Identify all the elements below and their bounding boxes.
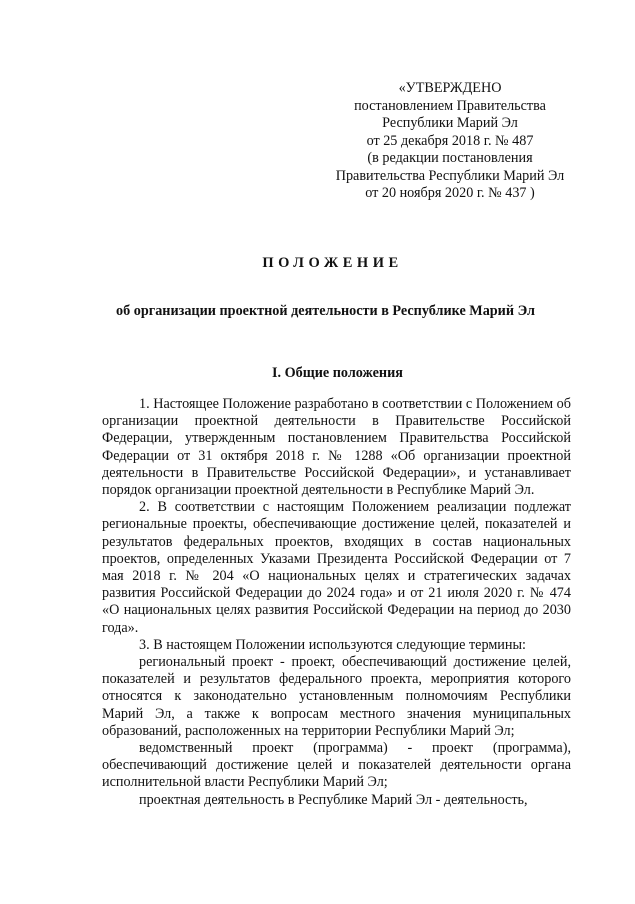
paragraph: проектная деятельность в Республике Марий Эл - деятельность,	[139, 791, 528, 808]
approval-line: Республики Марий Эл	[382, 115, 518, 131]
approval-line: (в редакции постановления	[367, 150, 533, 166]
approval-stamp-block	[315, 80, 585, 203]
paragraph: ведомственный проект (программа) - проект (программа), обеспечивающий достижение целей и показателей деятельности органа исполнительной власти Республики Марий Эл;	[102, 740, 571, 791]
section-heading: I. Общие положения	[272, 365, 403, 381]
paragraph: региональный проект - проект, обеспечивающий достижение целей, показателей и результатов федерального проекта, мероприятия которого относятся к законодательно установленным полномочиям Республики Марий Эл, а также к вопросам местного значения муниципальных образований, расположенных на территории Республики Марий Эл;	[102, 654, 571, 739]
document-subtitle: об организации проектной деятельности в Республике Марий Эл	[116, 303, 535, 319]
approval-line: «УТВЕРЖДЕНО	[398, 80, 502, 96]
paragraph: 3. В настоящем Положении используются следующие термины:	[139, 636, 526, 653]
document-body	[102, 396, 571, 809]
paragraph: 1. Настоящее Положение разработано в соответствии с Положением об организации проектной деятельности в Правительстве Российской Федерации, утвержденным постановлением Правительства Российской Федерации от 31 октября 2018 г. № 1288 «Об организации проектной деятельности в Правительстве Российской Федерации», и устанавливает порядок организации проектной деятельности в Республике Марий Эл.	[102, 396, 571, 499]
document-title: ПОЛОЖЕНИЕ	[262, 255, 403, 271]
approval-line: от 20 ноября 2020 г. № 437 )	[365, 185, 535, 201]
paragraph: 2. В соответствии с настоящим Положением реализации подлежат региональные проекты, обеспечивающие достижение целей, показателей и результатов федеральных проектов, входящих в состав национальных проектов, определенных Указами Президента Российской Федерации от 7 мая 2018 г. № 204 «О национальных целях и стратегических задачах развития Российской Федерации до 2024 года» и от 21 июля 2020 г. № 474 «О национальных целях развития Российской Федерации на период до 2030 года».	[102, 499, 571, 636]
approval-line: постановлением Правительства	[354, 97, 546, 114]
approval-line: Правительства Республики Марий Эл	[335, 167, 565, 184]
approval-line: от 25 декабря 2018 г. № 487	[366, 132, 534, 149]
